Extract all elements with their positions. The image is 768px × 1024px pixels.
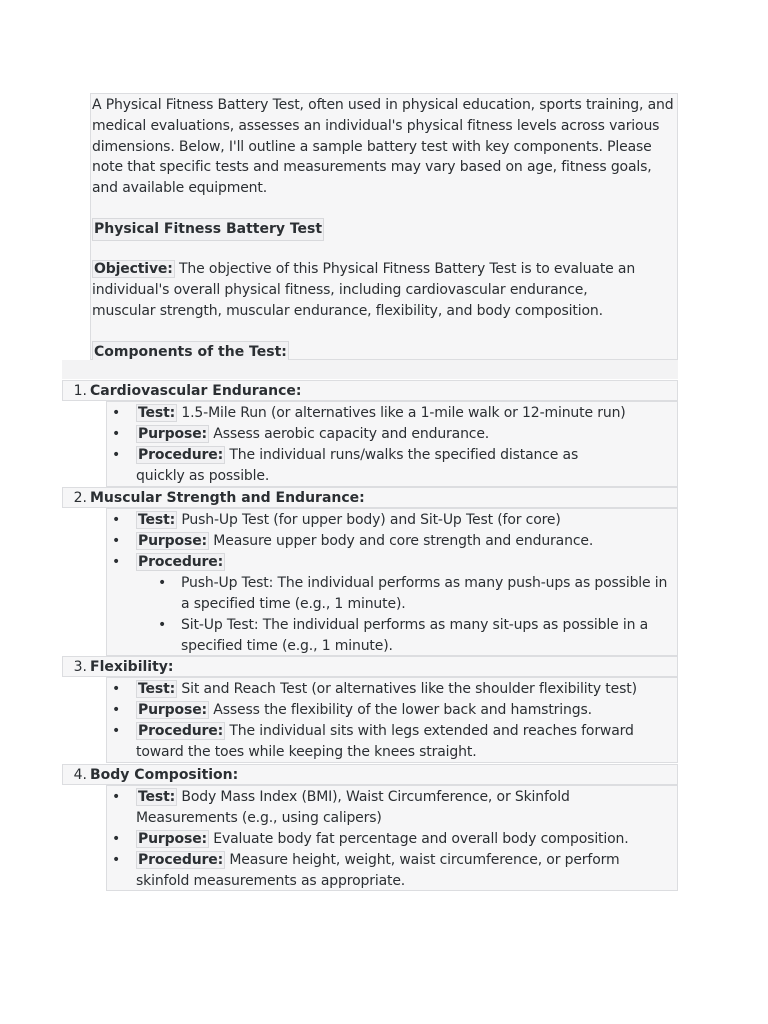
item-text: Assess aerobic capacity and endurance.: [209, 426, 490, 442]
section-header-cardiovascular: [62, 380, 678, 401]
item-label: Test:: [138, 512, 176, 528]
item-text: The individual sits with legs extended and reaches forward toward the toes while keeping the knees straight.: [136, 723, 634, 760]
item-label: Procedure:: [138, 723, 224, 739]
section-number: 3.: [73, 659, 87, 675]
bullet-icon: •: [158, 575, 167, 591]
bullet-icon: •: [112, 426, 121, 442]
intro-block: [90, 93, 678, 360]
section-number: 1.: [73, 383, 87, 399]
item-text: The individual runs/walks the specified distance as quickly as possible.: [136, 447, 579, 484]
section-number: 2.: [73, 490, 87, 506]
objective-paragraph: [92, 259, 652, 321]
item-text: Assess the flexibility of the lower back and hamstrings.: [209, 702, 592, 718]
bullet-icon: •: [112, 405, 121, 421]
sub-item-text: Sit-Up Test: The individual performs as many sit-ups as possible in a specified time (e.g., 1 minute).: [181, 617, 649, 654]
objective-label: Objective:: [94, 261, 173, 277]
item-label: Purpose:: [138, 702, 207, 718]
section-number: 4.: [73, 767, 87, 783]
item-text: Push-Up Test (for upper body) and Sit-Up Test (for core): [177, 512, 561, 528]
section-header-flexibility: [62, 656, 678, 677]
item-label: Purpose:: [138, 533, 207, 549]
document-heading: Physical Fitness Battery Test: [92, 218, 324, 241]
item-label: Procedure:: [138, 447, 224, 463]
item-text: Evaluate body fat percentage and overall body composition.: [209, 831, 629, 847]
item-label: Procedure:: [138, 554, 224, 570]
item-label: Test:: [138, 789, 176, 805]
item-label: Purpose:: [138, 426, 207, 442]
bullet-icon: •: [112, 533, 121, 549]
section-body-cardiovascular: [106, 401, 678, 487]
item-label: Test:: [138, 681, 176, 697]
section-body-muscular: [106, 508, 678, 656]
section-title: Flexibility:: [90, 659, 174, 675]
bullet-icon: •: [112, 702, 121, 718]
sub-item-text: Push-Up Test: The individual performs as many push-ups as possible in a specified time (e.g., 1 minute).: [181, 575, 668, 612]
bullet-icon: •: [158, 617, 167, 633]
intro-paragraph: A Physical Fitness Battery Test, often used in physical education, sports training, and medical evaluations, assesses an individual's physical fitness levels across various dimensions. Below, I'll outline a sample battery test with key components. Please note that specific tests and measurements may vary based on age, fitness goals, and available equipment.: [92, 97, 674, 197]
bullet-icon: •: [112, 681, 121, 697]
section-header-muscular: [62, 487, 678, 508]
section-title: Body Composition:: [90, 767, 239, 783]
section-title: Muscular Strength and Endurance:: [90, 490, 365, 506]
section-body-body-composition: [106, 785, 678, 891]
section-header-body-composition: [62, 764, 678, 785]
bullet-icon: •: [112, 789, 121, 805]
bullet-icon: •: [112, 723, 121, 739]
item-label: Purpose:: [138, 831, 207, 847]
section-title: Cardiovascular Endurance:: [90, 383, 302, 399]
bullet-icon: •: [112, 447, 121, 463]
item-text: Body Mass Index (BMI), Waist Circumference, or Skinfold Measurements (e.g., using calipers): [136, 789, 570, 826]
objective-text: The objective of this Physical Fitness Battery Test is to evaluate an individual's overall physical fitness, including cardiovascular endurance, muscular strength, muscular endurance, flexibility, and body composition.: [92, 261, 636, 319]
item-text: 1.5-Mile Run (or alternatives like a 1-mile walk or 12-minute run): [177, 405, 626, 421]
divider-strip: [62, 360, 678, 379]
item-text: Measure upper body and core strength and endurance.: [209, 533, 594, 549]
section-body-flexibility: [106, 677, 678, 763]
bullet-icon: •: [112, 831, 121, 847]
item-text: Measure height, weight, waist circumference, or perform skinfold measurements as appropriate.: [136, 852, 620, 889]
item-text: Sit and Reach Test (or alternatives like the shoulder flexibility test): [177, 681, 637, 697]
components-heading: Components of the Test:: [92, 341, 289, 364]
bullet-icon: •: [112, 512, 121, 528]
bullet-icon: •: [112, 852, 121, 868]
bullet-icon: •: [112, 554, 121, 570]
item-label: Procedure:: [138, 852, 224, 868]
item-label: Test:: [138, 405, 176, 421]
